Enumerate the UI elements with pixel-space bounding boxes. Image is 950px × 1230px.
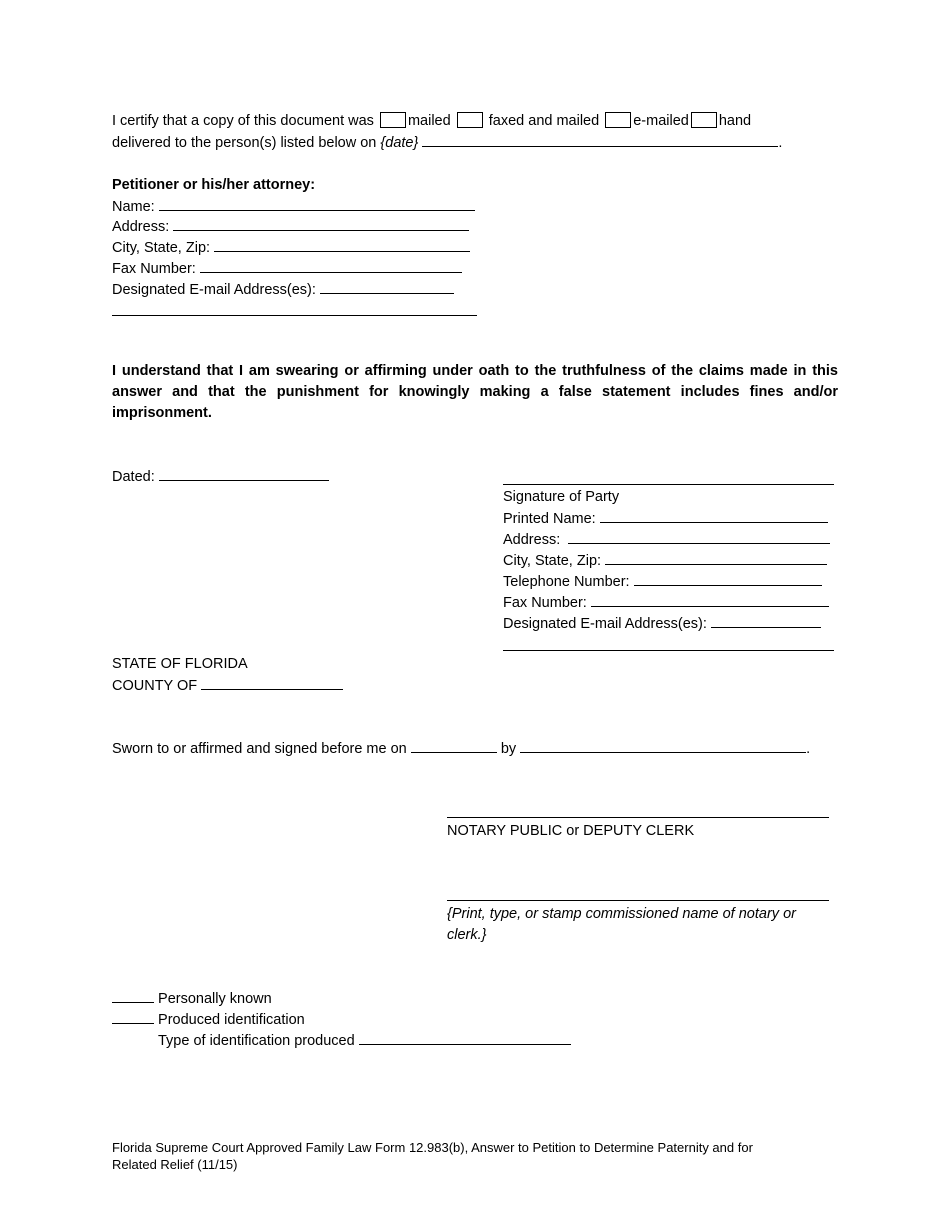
petitioner-city-field[interactable] <box>214 237 470 252</box>
party-telephone-row <box>503 571 822 593</box>
petitioner-address-row <box>112 216 469 238</box>
signature-of-party-label: Signature of Party <box>503 489 620 505</box>
notary-print-instruction-1: {Print, type, or stamp commissioned name of notary or <box>447 906 796 922</box>
sworn-period: . <box>806 741 811 757</box>
notary-title: NOTARY PUBLIC or DEPUTY CLERK <box>447 823 695 839</box>
party-telephone-field[interactable] <box>634 571 822 586</box>
petitioner-city-label: City, State, Zip: <box>112 240 211 256</box>
county-label: COUNTY OF <box>112 678 198 694</box>
party-printed-name-field[interactable] <box>600 508 828 523</box>
party-city-row <box>503 550 827 572</box>
petitioner-name-row <box>112 196 475 218</box>
sworn-row <box>112 738 810 760</box>
delivered-text: delivered to the person(s) listed below on <box>112 135 377 151</box>
footer-line-1: Florida Supreme Court Approved Family Law Form 12.983(b), Answer to Petition to Determine Paternity and for <box>112 1140 753 1155</box>
petitioner-fax-row <box>112 258 462 280</box>
petitioner-email-field[interactable] <box>320 279 454 294</box>
party-fax-field[interactable] <box>591 592 829 607</box>
hand-delivered-checkbox[interactable] <box>691 112 717 128</box>
party-printed-name-row <box>503 508 828 530</box>
party-city-label: City, State, Zip: <box>503 553 602 569</box>
notary-name-line[interactable] <box>447 900 829 901</box>
party-telephone-label: Telephone Number: <box>503 574 630 590</box>
petitioner-city-row <box>112 237 470 259</box>
petitioner-heading: Petitioner or his/her attorney: <box>112 177 316 193</box>
party-email-field[interactable] <box>711 613 821 628</box>
notary-signature-line[interactable] <box>447 817 829 818</box>
county-field[interactable] <box>201 675 343 690</box>
petitioner-address-field[interactable] <box>173 216 469 231</box>
petitioner-fax-field[interactable] <box>200 258 462 273</box>
petitioner-email-row <box>112 279 454 301</box>
sworn-text: Sworn to or affirmed and signed before me on <box>112 741 407 757</box>
produced-identification-row <box>112 1009 305 1031</box>
party-address-field[interactable] <box>568 529 830 544</box>
state-label: STATE OF FLORIDA <box>112 656 248 672</box>
petitioner-address-label: Address: <box>112 219 170 235</box>
party-email-label: Designated E-mail Address(es): <box>503 616 707 632</box>
party-signature-line[interactable] <box>503 484 834 485</box>
party-address-row <box>503 529 830 551</box>
oath-paragraph: I understand that I am swearing or affirming under oath to the truthfulness of the claims made in this answer and that the punishment for knowingly making a false statement includes fines and/or imprisonment. <box>112 363 838 421</box>
certify-line-2 <box>112 132 782 154</box>
identification-type-field[interactable] <box>359 1030 571 1045</box>
petitioner-fax-label: Fax Number: <box>112 261 196 277</box>
sworn-by-label: by <box>500 741 517 757</box>
certify-period: . <box>778 135 783 151</box>
produced-identification-field[interactable] <box>112 1009 154 1024</box>
county-row <box>112 675 343 697</box>
mailed-checkbox[interactable] <box>380 112 406 128</box>
petitioner-name-label: Name: <box>112 199 155 215</box>
party-address-label: Address: <box>503 532 561 548</box>
certify-date-field[interactable] <box>422 132 778 147</box>
party-email-extra-line[interactable] <box>503 650 834 651</box>
faxed-mailed-label: faxed and mailed <box>488 113 600 129</box>
dated-row <box>112 466 329 488</box>
sworn-by-field[interactable] <box>520 738 806 753</box>
emailed-label: e-mailed <box>633 113 689 129</box>
faxed-mailed-checkbox[interactable] <box>457 112 483 128</box>
hand-label: hand <box>718 113 752 129</box>
petitioner-email-extra-line[interactable] <box>112 315 477 316</box>
identification-type-label: Type of identification produced <box>158 1033 355 1049</box>
identification-type-row <box>158 1030 571 1052</box>
personally-known-row <box>112 988 272 1010</box>
footer-line-2: Related Relief (11/15) <box>112 1157 238 1172</box>
party-email-row <box>503 613 821 635</box>
date-placeholder: {date} <box>380 135 419 151</box>
party-fax-label: Fax Number: <box>503 595 587 611</box>
certify-line-1 <box>112 111 751 132</box>
dated-label: Dated: <box>112 469 155 485</box>
party-city-field[interactable] <box>605 550 827 565</box>
petitioner-name-field[interactable] <box>159 196 475 211</box>
sworn-date-field[interactable] <box>411 738 497 753</box>
party-printed-name-label: Printed Name: <box>503 511 596 527</box>
emailed-checkbox[interactable] <box>605 112 631 128</box>
produced-identification-label: Produced identification <box>158 1012 305 1028</box>
party-fax-row <box>503 592 829 614</box>
dated-field[interactable] <box>159 466 329 481</box>
mailed-label: mailed <box>407 113 451 129</box>
petitioner-email-label: Designated E-mail Address(es): <box>112 282 316 298</box>
certify-text: I certify that a copy of this document was <box>112 113 374 129</box>
personally-known-label: Personally known <box>158 991 272 1007</box>
notary-print-instruction-2: clerk.} <box>447 927 487 943</box>
personally-known-field[interactable] <box>112 988 154 1003</box>
